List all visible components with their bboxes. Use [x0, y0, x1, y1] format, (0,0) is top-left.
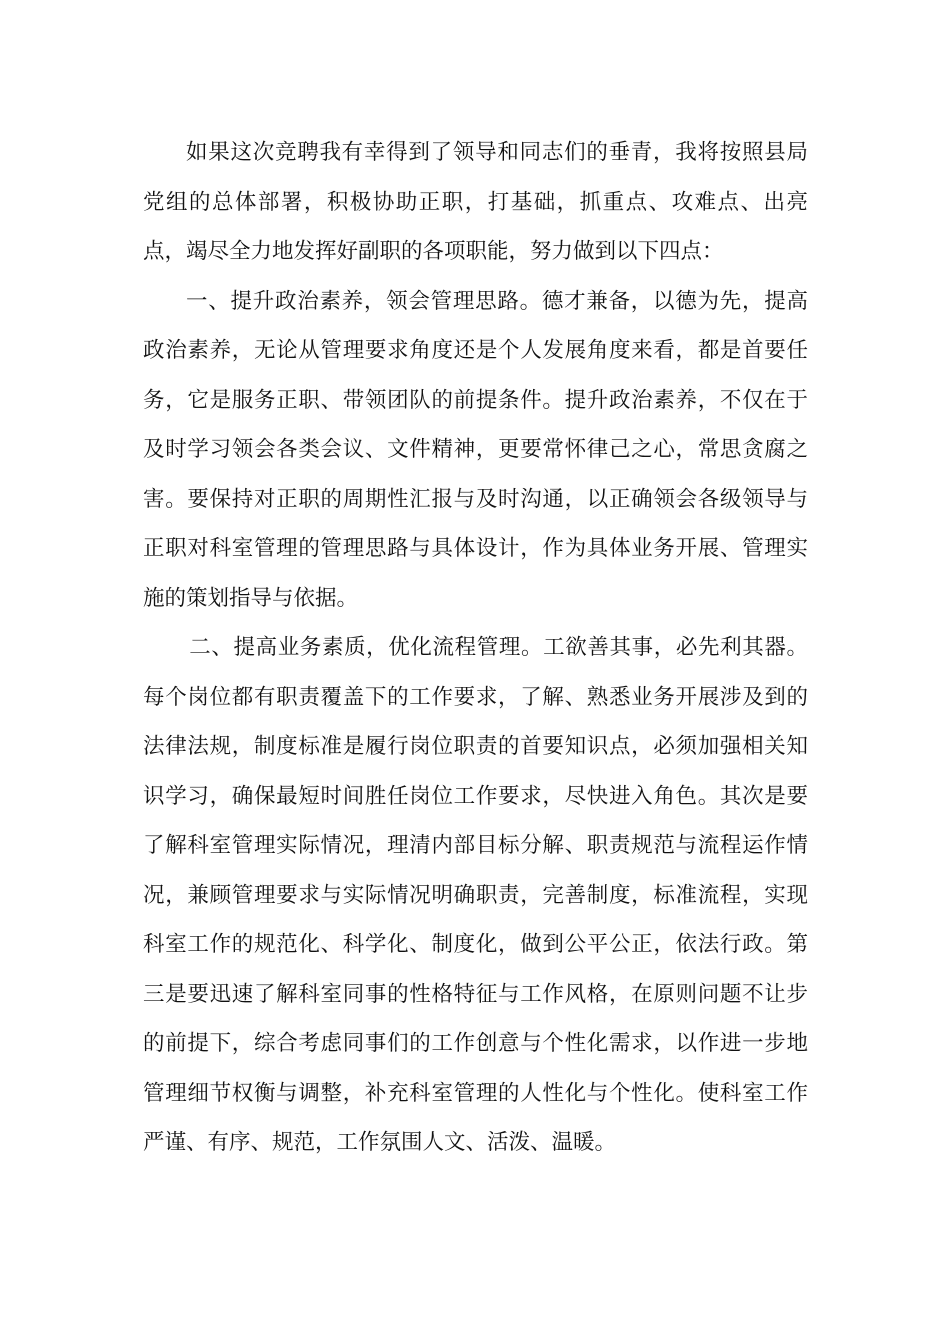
paragraph-point-one: 一、提升政治素养，领会管理思路。德才兼备，以德为先，提高政治素养，无论从管理要求角度还是个人发展角度来看，都是首要任务，它是服务正职、带领团队的前提条件。提升政治素养，不仅在于及时学习领会各类会议、文件精神，更要常怀律己之心，常思贪腐之害。要保持对正职的周期性汇报与及时沟通，以正确领会各级领导与正职对科室管理的管理思路与具体设计，作为具体业务开展、管理实施的策划指导与依据。: [143, 288, 808, 611]
document-body: [143, 128, 808, 1168]
paragraph-intro: 如果这次竞聘我有幸得到了领导和同志们的垂青，我将按照县局党组的总体部署，积极协助正职，打基础，抓重点、攻难点、出亮点，竭尽全力地发挥好副职的各项职能，努力做到以下四点：: [143, 140, 808, 264]
paragraph-point-two: 二、提高业务素质，优化流程管理。工欲善其事，必先利其器。每个岗位都有职责覆盖下的工作要求，了解、熟悉业务开展涉及到的法律法规，制度标准是履行岗位职责的首要知识点，必须加强相关知识学习，确保最短时间胜任岗位工作要求，尽快进入角色。其次是要了解科室管理实际情况，理清内部目标分解、职责规范与流程运作情况，兼顾管理要求与实际情况明确职责，完善制度，标准流程，实现科室工作的规范化、科学化、制度化，做到公平公正，依法行政。第三是要迅速了解科室同事的性格特征与工作风格，在原则问题不让步的前提下，综合考虑同事们的工作创意与个性化需求，以作进一步地管理细节权衡与调整，补充科室管理的人性化与个性化。使科室工作严谨、有序、规范，工作氛围人文、活泼、温暖。: [143, 635, 808, 1155]
